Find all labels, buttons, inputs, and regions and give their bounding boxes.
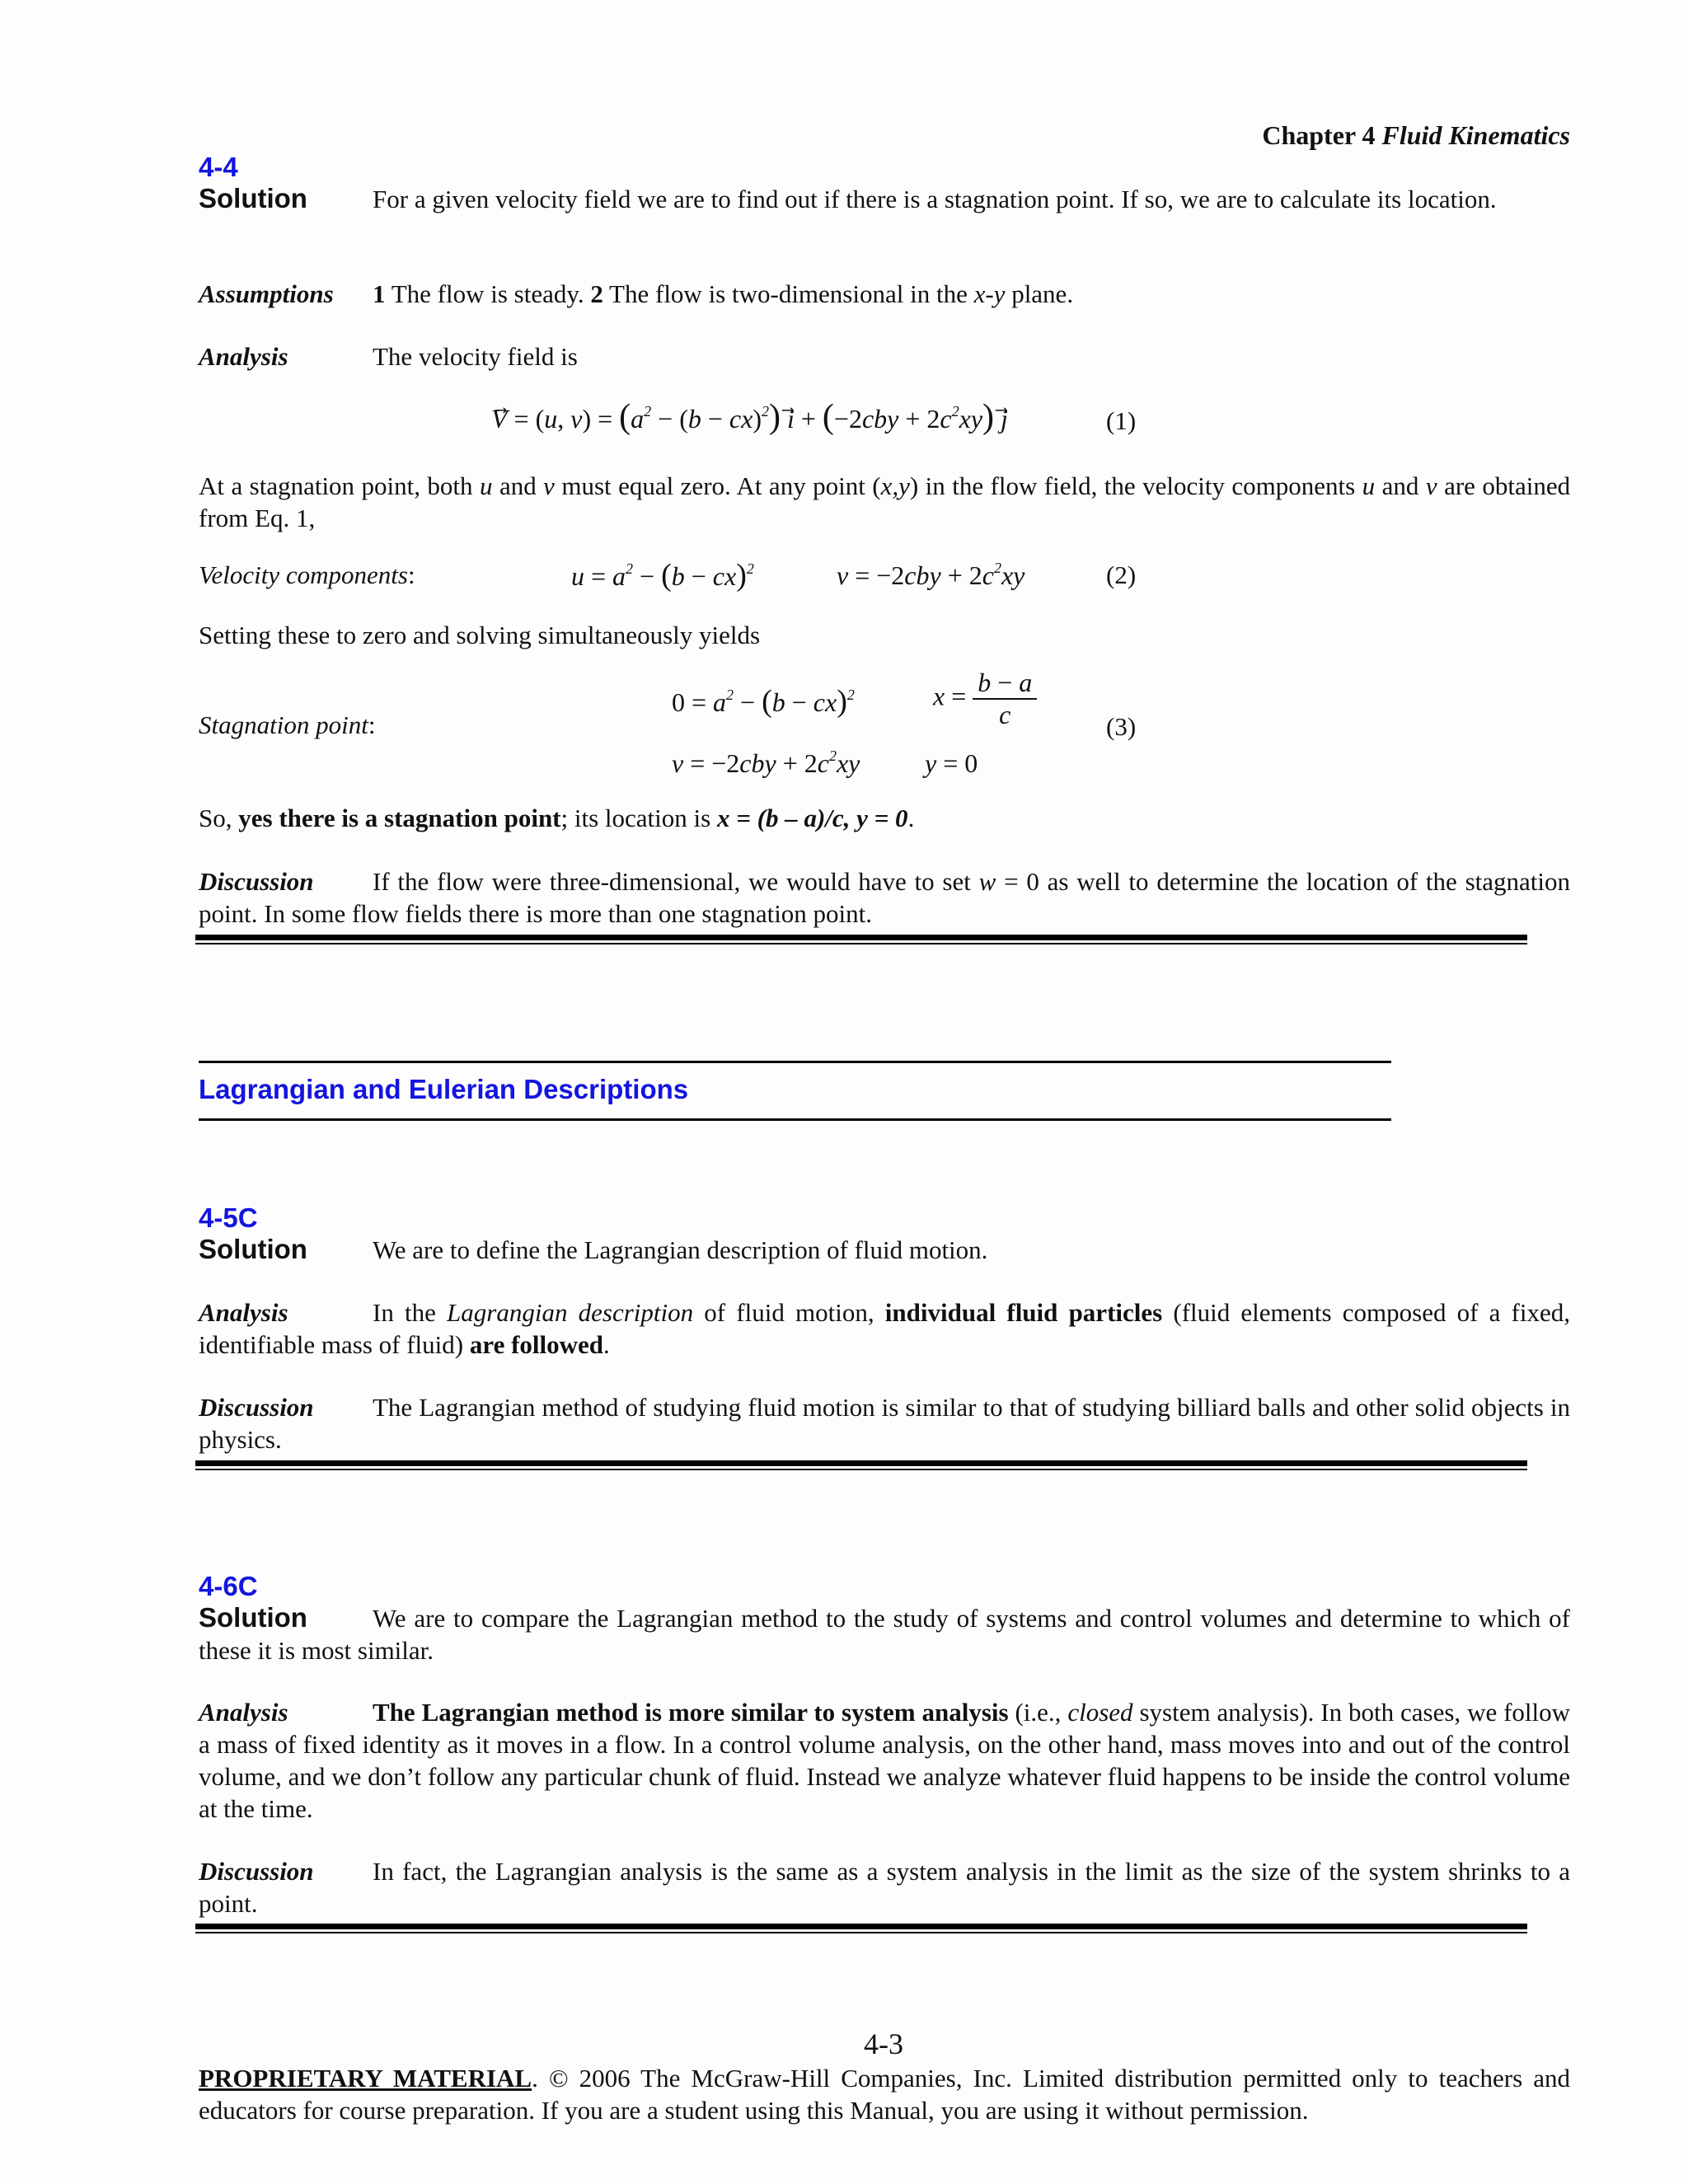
- text: and: [499, 471, 537, 500]
- answer-value: x = (b – a)/c, y = 0: [716, 804, 908, 832]
- setting-text: Setting these to zero and solving simultaneously yields: [199, 621, 761, 649]
- term: closed: [1067, 1698, 1133, 1727]
- conclusion-paragraph: So, yes there is a stagnation point; its location is x = (b – a)/c, y = 0.: [199, 804, 915, 832]
- header-subject: Fluid Kinematics: [1381, 120, 1570, 150]
- assumption-variable: x-y: [973, 279, 1006, 308]
- variable: x,y: [880, 471, 910, 500]
- solution-label: Solution: [199, 183, 307, 213]
- header-chapter: Chapter 4: [1262, 120, 1376, 150]
- assumption-number: 2: [590, 279, 603, 308]
- solution-paragraph: [199, 1601, 1570, 1666]
- emphasized-text: The Lagrangian method is more similar to system analysis: [373, 1698, 1009, 1727]
- analysis-text: The velocity field is: [373, 342, 578, 371]
- problem-number: 4-6C: [199, 1571, 258, 1601]
- label-text: Velocity components: [199, 560, 408, 589]
- text: ) in the flow field, the velocity components: [909, 471, 1356, 500]
- analysis-paragraph: [199, 340, 1570, 373]
- solution-text: We are to compare the Lagrangian method to the study of systems and control volumes and determine to which of these it is most similar.: [199, 1604, 1570, 1665]
- problem-end-rule: [195, 935, 1527, 940]
- variable: u: [1362, 471, 1376, 500]
- text: must equal zero. At any point (: [561, 471, 881, 500]
- text: and: [1381, 471, 1419, 500]
- equation-x-solution: x = $\frac{b - a}{c}$: [933, 668, 1037, 730]
- solution-label: Solution: [199, 1602, 307, 1633]
- equation-number: (1): [1106, 406, 1137, 435]
- discussion-text: The Lagrangian method of studying fluid motion is similar to that of studying billiard balls and other solid objects in physics.: [199, 1393, 1570, 1454]
- solution-label: Solution: [199, 1234, 307, 1264]
- equation-u-zero: $0 = a^2 - (b - cx)^2$: [672, 684, 855, 719]
- solution-paragraph: [199, 1233, 1570, 1266]
- assumptions-label: Assumptions: [199, 279, 334, 308]
- discussion-text: If the flow were three-dimensional, we would have to set: [373, 867, 971, 896]
- text: ; its location is: [560, 804, 711, 832]
- equation-u-component: $u = a^2 - (b - cx)^2$: [571, 558, 754, 593]
- problem-end-rule: [195, 1460, 1527, 1466]
- problem-end-rule-thin: [195, 943, 1527, 944]
- proprietary-label: PROPRIETARY MATERIAL: [199, 2064, 532, 2093]
- solution-text: For a given velocity field we are to find out if there is a stagnation point. If so, we are to calculate its location.: [373, 185, 1497, 213]
- variable: u: [479, 471, 493, 500]
- equation-velocity-field: V = (u, $v) = (a^2 - (b - cx)^2) i + (-2cby + 2c^2xy)$ j: [491, 398, 1008, 436]
- analysis-label: Analysis: [199, 1298, 288, 1327]
- velocity-components-label: Velocity components:: [199, 560, 415, 589]
- text: .: [603, 1330, 610, 1359]
- problem-end-rule-thin: [195, 1932, 1527, 1933]
- discussion-paragraph: [199, 1855, 1570, 1919]
- solution-paragraph: [199, 182, 1570, 215]
- discussion-label: Discussion: [199, 867, 314, 896]
- text: (i.e.,: [1015, 1698, 1062, 1727]
- assumption-text: The flow is two-dimensional in the: [609, 279, 968, 308]
- discussion-text: = 0 as well to determine the location of the stagnation point. In some flow fields there is more than one stagnation point.: [199, 867, 1570, 928]
- text: At a stagnation point, both: [199, 471, 473, 500]
- analysis-label: Analysis: [199, 342, 288, 371]
- assumption-text: plane.: [1011, 279, 1074, 308]
- discussion-label: Discussion: [199, 1393, 314, 1422]
- stagnation-intro-paragraph: [199, 470, 1570, 534]
- equation-number: (3): [1106, 712, 1137, 741]
- emphasized-text: are followed: [469, 1330, 604, 1359]
- equation-v-zero: $v = -2cby + 2c^2xy$: [672, 748, 860, 778]
- section-title: Lagrangian and Eulerian Descriptions: [199, 1074, 689, 1104]
- discussion-text: In fact, the Lagrangian analysis is the same as a system analysis in the limit as the size of the system shrinks to a point.: [199, 1857, 1570, 1918]
- variable: v: [1425, 471, 1437, 500]
- section-rule-bottom: [199, 1118, 1391, 1121]
- text: system analysis). In both cases, we follow a mass of fixed identity as it moves in a flow. In a control volume analysis, on the other hand, mass moves into and out of the control volume, and we don’t follow any particular chunk of fluid. Instead we analyze whatever fluid happens to be inside the control volume at the time.: [199, 1698, 1571, 1823]
- equation-v-component: $v = -2cby + 2c^2xy$: [837, 560, 1025, 590]
- setting-paragraph: [199, 619, 1570, 651]
- page-number: 4-3: [864, 2027, 903, 2060]
- assumption-number: 1: [373, 279, 386, 308]
- problem-number: 4-4: [199, 152, 238, 182]
- discussion-paragraph: [199, 1391, 1570, 1455]
- solution-text: We are to define the Lagrangian description of fluid motion.: [373, 1235, 988, 1264]
- problem-end-rule: [195, 1924, 1527, 1929]
- footer-notice: [199, 2062, 1570, 2126]
- text: are obtained from Eq. 1,: [199, 471, 1571, 532]
- discussion-paragraph: [199, 865, 1570, 930]
- analysis-label: Analysis: [199, 1698, 288, 1727]
- emphasized-answer: yes there is a stagnation point: [238, 804, 561, 832]
- label-text: Stagnation point: [199, 710, 368, 739]
- assumptions-paragraph: [199, 278, 1570, 310]
- section-rule-top: [199, 1061, 1391, 1063]
- equation-number: (2): [1106, 560, 1137, 589]
- analysis-paragraph: [199, 1296, 1570, 1361]
- assumption-text: The flow is steady.: [391, 279, 584, 308]
- problem-number: 4-5C: [199, 1202, 258, 1233]
- text: In the: [373, 1298, 436, 1327]
- variable: w: [978, 867, 996, 896]
- problem-end-rule-thin: [195, 1469, 1527, 1470]
- discussion-label: Discussion: [199, 1857, 314, 1886]
- running-header: [1262, 120, 1570, 151]
- emphasized-text: individual fluid particles: [884, 1298, 1163, 1327]
- term: Lagrangian description: [447, 1298, 694, 1327]
- text: (fluid elements composed of a fixed, identifiable mass of fluid): [199, 1298, 1571, 1359]
- copyright-notice: . © 2006 The McGraw-Hill Companies, Inc. Limited distribution permitted only to teachers and educators for course preparation. If you are a student using this Manual, you are using it without permission.: [199, 2064, 1570, 2125]
- analysis-paragraph: [199, 1696, 1570, 1825]
- variable: v: [543, 471, 555, 500]
- text: So,: [199, 804, 232, 832]
- stagnation-point-label: Stagnation point:: [199, 710, 376, 739]
- equation-y-solution: y = 0: [925, 748, 978, 778]
- text: of fluid motion,: [704, 1298, 874, 1327]
